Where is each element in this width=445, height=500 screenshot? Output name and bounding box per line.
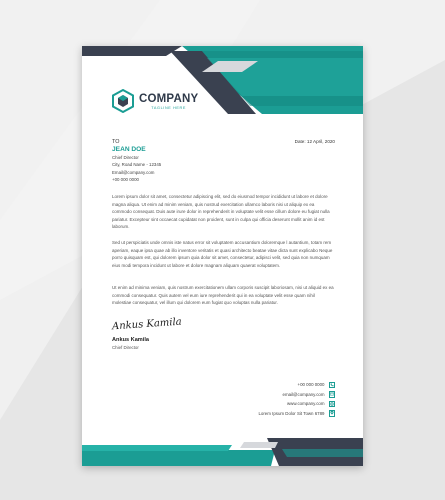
contact-phone: +00 000 0000 [297,382,325,388]
body-paragraph: Ut enim ad minima veniam, quis nostrum exercitationem ullam corporis suscipit laboriosam, nisi ut aliquid ex ea commodi consequatur. Quis autem vel eum iure reprehenderit qui in ea voluptate velit esse quam nihil molestiae consequatur, vel illum qui dolorem eum fugiat quo voluptas nulla pariatur. [112,285,334,306]
recipient-title: Chief Director [112,155,139,161]
contact-website: www.company.com [287,401,325,407]
recipient-to-label: TO [112,139,120,145]
recipient-name: JEAN DOE [112,146,146,154]
recipient-address: City, Road Name - 12345 [112,162,162,168]
contact-row-website [258,399,335,409]
body-paragraph: Lorem ipsum dolor sit amet, consectetur adipiscing elit, sed do eiusmod tempor incididunt ut labore et dolore magna aliqua. Ut enim ad minim veniam, quis nostrud exercitation ullamco laboris nisi ut aliquip ex ea commodo consequat. Duis aute irure dolor in reprehenderit in voluptate velit esse cillum dolore eu fugiat nulla pariatur. Excepteur sint occaecat cupidatat non proident, sunt in culpa qui officia deserunt mollit anim id est laborum. [112,194,330,230]
letterhead-page [82,46,363,466]
body-paragraph: Sed ut perspiciatis unde omnis iste natus error sit voluptatem accusantium doloremque l autantium, totam rem aperiam, eaque ipsa quae ab illo inventore veritatis et quasi architecto beatae vitae dicta sunt explicabo Neque porro quisquam est, qui dolorem ipsum quia dolor sit amet, consectetur, adipisci velit, sed quia non numquam eius modi tempora incidunt ut labore et dolore magnam aliquam quaerat voluptatem. [112,240,333,268]
signer-title: Chief Director [112,345,139,350]
contact-row-phone [258,380,335,390]
contact-block [258,380,335,418]
hexagon-logo-icon [112,89,134,113]
signer-name: Ankus Kamila [112,337,149,343]
email-icon [329,391,336,398]
company-logo [112,89,198,113]
handwritten-signature: Ankus Kamila [111,316,183,333]
recipient-phone: +00 000 0000 [112,176,139,182]
company-tagline: TAGLINE HERE [151,105,187,110]
recipient-block [112,139,161,183]
contact-row-email [258,390,335,400]
contact-row-address [258,409,335,419]
phone-icon [329,382,336,389]
location-pin-icon [329,410,336,417]
recipient-email: Email@company.com [112,169,155,175]
globe-icon [329,401,336,408]
contact-address: Lorem Ipsum Dolor Sit Town 6789 [258,410,325,416]
letter-date: Date: 12 April, 2020 [294,139,335,144]
company-name: COMPANY [139,92,199,105]
contact-email: email@company.com [282,391,325,397]
